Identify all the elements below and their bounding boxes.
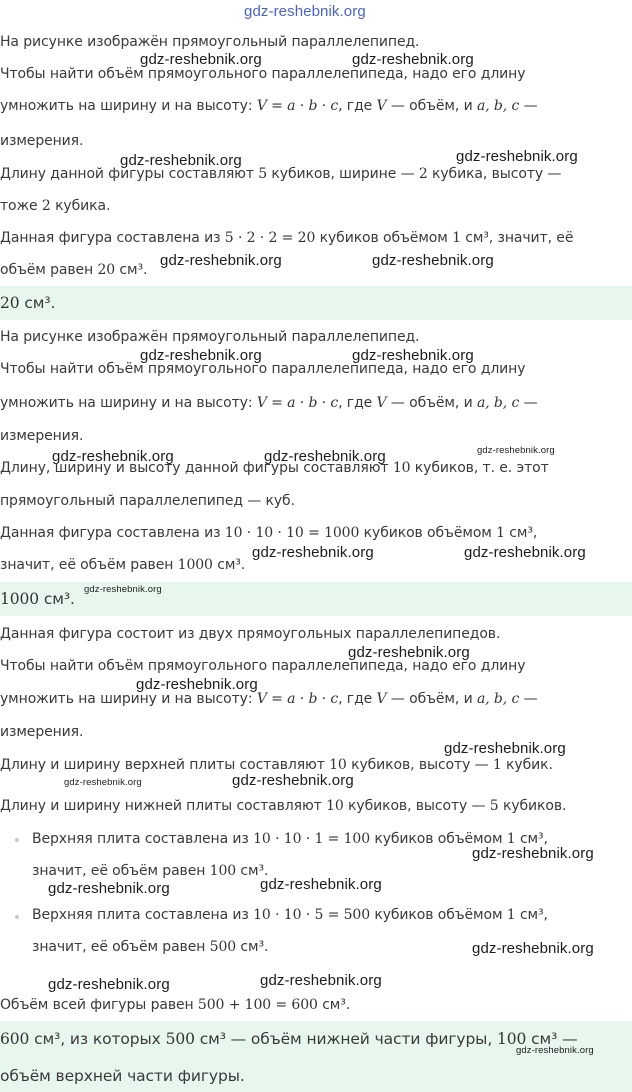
expression: 10 · 10 · 5 = 500	[253, 907, 370, 923]
text: Верхняя плита составлена из	[32, 831, 254, 847]
text: —	[519, 691, 538, 707]
text: см³.	[236, 863, 269, 879]
watermark: gdz-reshebnik.org	[260, 972, 382, 989]
dimension-symbols: a, b, c	[476, 691, 520, 707]
text: Длину данной фигуры составляют	[0, 166, 259, 182]
text: см³ —	[526, 1030, 578, 1048]
watermark: gdz-reshebnik.org	[348, 644, 470, 661]
watermark: gdz-reshebnik.org	[140, 51, 262, 68]
text: см³,	[504, 525, 538, 541]
task3-answer-line-2	[0, 1066, 245, 1086]
volume-symbol: V	[376, 395, 387, 411]
number: 10	[329, 757, 347, 773]
text: см³.	[236, 939, 269, 955]
watermark: gdz-reshebnik.org	[472, 940, 594, 957]
watermark: gdz-reshebnik.org	[472, 845, 594, 862]
task3-answer-line-1	[0, 1029, 577, 1049]
task3-line-1	[0, 624, 500, 644]
watermark-small: gdz-reshebnik.org	[516, 1045, 594, 1056]
task2-line-8	[0, 555, 245, 575]
text: Длину, ширину и высоту данной фигуры составляют	[0, 460, 393, 476]
text: Чтобы найти объём прямоугольного параллелепипеда, надо его длину	[0, 658, 526, 674]
text: , где	[338, 395, 377, 411]
number: 20	[97, 262, 116, 278]
expression: 5 · 2 · 2 = 20	[224, 230, 316, 246]
text: —	[519, 98, 538, 114]
text: объём верхней части фигуры.	[0, 1067, 245, 1085]
text: кубиков объёмом	[315, 230, 453, 246]
number: 100	[496, 1030, 527, 1048]
text: Данная фигура составлена из	[0, 525, 225, 541]
text: кубиков, ширине —	[267, 166, 419, 182]
text: кубиков, высоту —	[343, 798, 490, 814]
task3-line-3	[0, 689, 537, 709]
text: — объём, и	[386, 395, 477, 411]
task3-bullet1-line-2	[32, 861, 268, 881]
number: 5	[258, 166, 268, 182]
number: 10	[392, 460, 411, 476]
text: Верхняя плита составлена из	[32, 907, 254, 923]
watermark-small: gdz-reshebnik.org	[477, 445, 555, 456]
text: кубиков, т. е. этот	[410, 460, 549, 476]
number: 1	[452, 230, 461, 246]
task1-answer	[0, 293, 55, 313]
task3-line-6	[0, 796, 566, 816]
text: умножить на ширину и на высоту:	[0, 395, 257, 411]
text: Длину и ширину нижней плиты составляют	[0, 798, 327, 814]
watermark: gdz-reshebnik.org	[464, 544, 586, 561]
text: значит, её объём равен	[32, 863, 210, 879]
text: кубиков.	[498, 798, 567, 814]
text: объём равен	[0, 262, 98, 278]
number: 1	[492, 757, 502, 773]
watermark: gdz-reshebnik.org	[352, 51, 474, 68]
expression: 10 · 10 · 10 = 1000	[224, 525, 360, 541]
text: кубика.	[50, 198, 111, 214]
text: Чтобы найти объём прямоугольного параллелепипеда, надо его длину	[0, 361, 526, 377]
text: см³.	[115, 262, 148, 278]
text: Данная фигура состоит из двух прямоугольных параллелепипедов.	[0, 626, 501, 642]
watermark: gdz-reshebnik.org	[264, 448, 386, 465]
number: 1	[506, 831, 516, 847]
expression: 500 + 100 = 600	[197, 997, 318, 1013]
volume-symbol: V	[376, 691, 387, 707]
text: кубиков объёмом	[370, 831, 507, 847]
text: см³, значит, её	[460, 230, 574, 246]
text: умножить на ширину и на высоту:	[0, 98, 257, 114]
text: Чтобы найти объём прямоугольного параллелепипеда, надо его длину	[0, 66, 526, 82]
task1-line-5	[0, 164, 561, 184]
text: см³.	[317, 997, 351, 1013]
text: см³.	[212, 557, 246, 573]
text: измерения.	[0, 133, 84, 149]
text: — объём, и	[386, 98, 477, 114]
text: см³,	[515, 831, 548, 847]
text: см³ — объём нижней части фигуры,	[194, 1030, 497, 1048]
text: кубиков, высоту —	[346, 757, 493, 773]
watermark-small: gdz-reshebnik.org	[64, 777, 142, 788]
text: Данная фигура составлена из	[0, 230, 225, 246]
text: кубиков объёмом	[359, 525, 497, 541]
task1-line-3	[0, 96, 537, 116]
task3-bullet1-line-1	[32, 829, 548, 849]
expression: 10 · 10 · 1 = 100	[253, 831, 370, 847]
task3-line-4	[0, 722, 83, 742]
number: 2	[41, 198, 51, 214]
number: 100	[209, 863, 237, 879]
text: прямоугольный параллелепипед — куб.	[0, 493, 295, 509]
site-watermark-top: gdz-reshebnik.org	[244, 3, 366, 20]
bullet-dot	[15, 838, 19, 842]
task1-line-4	[0, 131, 83, 151]
watermark: gdz-reshebnik.org	[120, 152, 242, 169]
watermark: gdz-reshebnik.org	[372, 252, 494, 269]
watermark-small: gdz-reshebnik.org	[84, 584, 162, 595]
text: измерения.	[0, 724, 84, 740]
text: умножить на ширину и на высоту:	[0, 691, 257, 707]
dimension-symbols: a, b, c	[476, 395, 520, 411]
watermark: gdz-reshebnik.org	[136, 676, 258, 693]
answer-number: 20	[0, 294, 20, 312]
text: На рисунке изображён прямоугольный параллелепипед.	[0, 34, 420, 50]
number: 500	[165, 1030, 195, 1048]
volume-symbol: V	[376, 98, 387, 114]
number: 1	[506, 907, 516, 923]
task1-line-1	[0, 32, 419, 52]
watermark: gdz-reshebnik.org	[48, 976, 170, 993]
number: 2	[418, 166, 428, 182]
task1-line-7	[0, 228, 573, 248]
answer-number: 600	[0, 1030, 30, 1048]
number: 500	[209, 939, 237, 955]
number: 5	[489, 798, 499, 814]
text: измерения.	[0, 428, 84, 444]
text: Объём всей фигуры равен	[0, 997, 198, 1013]
text: см³, из которых	[29, 1030, 166, 1048]
number: 1000	[177, 557, 213, 573]
task3-bullet2-line-1	[32, 905, 548, 925]
text: Длину и ширину верхней плиты составляют	[0, 757, 330, 773]
volume-formula: V = a · b · c	[256, 98, 339, 114]
text: кубиков объёмом	[370, 907, 507, 923]
number: 1	[496, 525, 505, 541]
task1-line-8	[0, 260, 147, 280]
task2-line-6	[0, 491, 295, 511]
task1-answer-box	[0, 286, 632, 320]
answer-unit: см³.	[19, 294, 56, 312]
text: тоже	[0, 198, 42, 214]
task3-total-line	[0, 995, 350, 1015]
task2-answer	[0, 589, 75, 609]
watermark: gdz-reshebnik.org	[456, 148, 578, 165]
task2-line-7	[0, 523, 537, 543]
text: значит, её объём равен	[32, 939, 210, 955]
task2-line-4	[0, 426, 83, 446]
watermark: gdz-reshebnik.org	[232, 772, 354, 789]
answer-number: 1000	[0, 590, 40, 608]
watermark: gdz-reshebnik.org	[48, 880, 170, 897]
watermark: gdz-reshebnik.org	[160, 252, 282, 269]
text: —	[519, 395, 538, 411]
text: На рисунке изображён прямоугольный параллелепипед.	[0, 329, 420, 345]
volume-formula: V = a · b · c	[256, 395, 339, 411]
volume-formula: V = a · b · c	[256, 691, 339, 707]
text: значит, её объём равен	[0, 557, 178, 573]
text: кубик.	[501, 757, 553, 773]
watermark: gdz-reshebnik.org	[444, 740, 566, 757]
task3-bullet2-line-2	[32, 937, 268, 957]
text: — объём, и	[386, 691, 477, 707]
watermark: gdz-reshebnik.org	[140, 347, 262, 364]
watermark: gdz-reshebnik.org	[52, 448, 174, 465]
number: 10	[326, 798, 344, 814]
answer-unit: см³.	[39, 590, 75, 608]
text: , где	[338, 98, 377, 114]
text: , где	[338, 691, 377, 707]
watermark: gdz-reshebnik.org	[352, 347, 474, 364]
dimension-symbols: a, b, c	[476, 98, 520, 114]
watermark: gdz-reshebnik.org	[260, 876, 382, 893]
text: кубика, высоту —	[427, 166, 562, 182]
text: см³,	[515, 907, 548, 923]
task1-line-6	[0, 196, 110, 216]
task2-line-1	[0, 327, 419, 347]
task2-line-3	[0, 393, 537, 413]
watermark: gdz-reshebnik.org	[252, 544, 374, 561]
bullet-dot	[15, 915, 19, 919]
